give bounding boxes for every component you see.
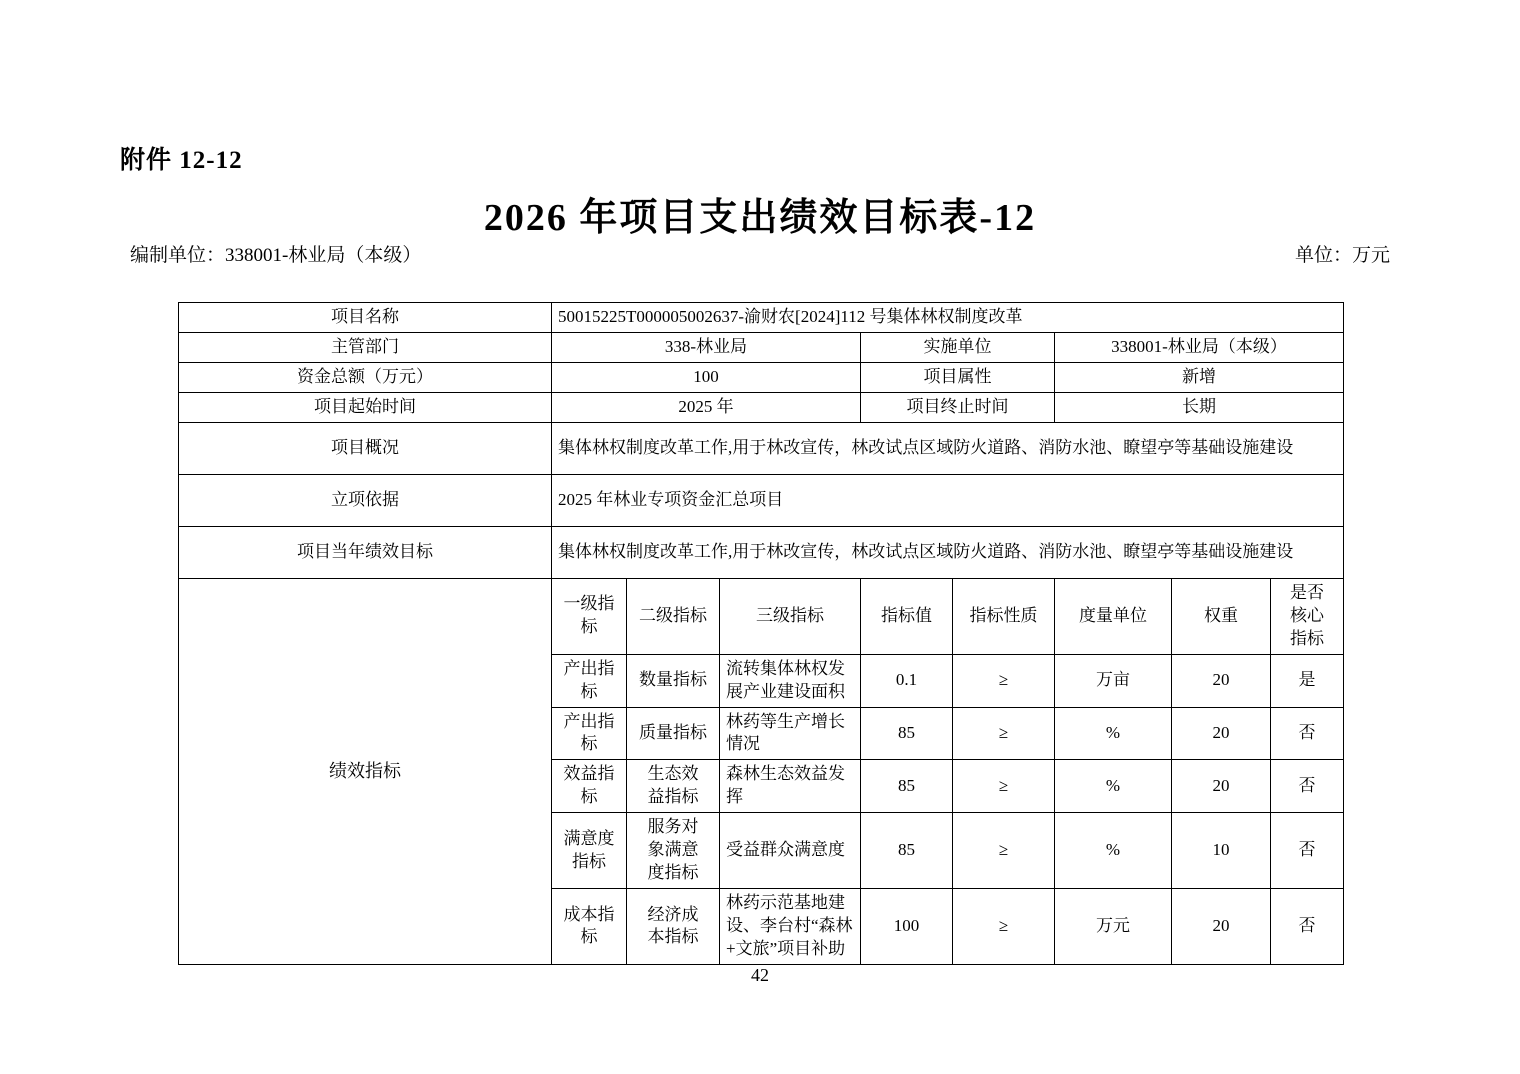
- page-number: 42: [751, 965, 769, 985]
- indicator-weight: 20: [1172, 889, 1271, 965]
- indicator-level2: 生态效益指标: [627, 760, 720, 813]
- unit-note-label: 单位：万元: [1294, 245, 1390, 266]
- indicator-level2: 经济成本指标: [627, 889, 720, 965]
- indicator-unit: %: [1055, 813, 1172, 889]
- label-overview: 项目概况: [179, 422, 552, 474]
- label-implementing-unit: 实施单位: [861, 333, 1055, 363]
- indicator-level3: 林药等生产增长情况: [720, 707, 861, 760]
- indicator-level1: 成本指标: [552, 889, 627, 965]
- indicator-unit: 万元: [1055, 889, 1172, 965]
- indicator-nature: ≥: [953, 707, 1055, 760]
- header-unit: 度量单位: [1055, 578, 1172, 654]
- header-core: 是否核心指标: [1271, 578, 1344, 654]
- indicator-nature: ≥: [953, 654, 1055, 707]
- indicator-core: 否: [1271, 889, 1344, 965]
- indicator-level3: 森林生态效益发挥: [720, 760, 861, 813]
- table-row: [179, 303, 1344, 333]
- indicator-core: 否: [1271, 813, 1344, 889]
- header-nature: 指标性质: [953, 578, 1055, 654]
- header-level2: 二级指标: [627, 578, 720, 654]
- header-level1: 一级指标: [552, 578, 627, 654]
- header-level3: 三级指标: [720, 578, 861, 654]
- indicator-value: 0.1: [861, 654, 953, 707]
- indicator-level1: 满意度指标: [552, 813, 627, 889]
- indicator-level1: 产出指标: [552, 654, 627, 707]
- indicator-level1: 效益指标: [552, 760, 627, 813]
- indicator-level3: 受益群众满意度: [720, 813, 861, 889]
- indicator-unit: %: [1055, 760, 1172, 813]
- label-supervising-dept: 主管部门: [179, 333, 552, 363]
- indicator-weight: 20: [1172, 654, 1271, 707]
- document-meta: [130, 240, 1390, 267]
- label-start-time: 项目起始时间: [179, 392, 552, 422]
- performance-target-table: [178, 302, 1344, 965]
- value-project-attribute: 新增: [1055, 362, 1344, 392]
- indicator-core: 否: [1271, 760, 1344, 813]
- label-total-funds: 资金总额（万元）: [179, 362, 552, 392]
- label-project-name: 项目名称: [179, 303, 552, 333]
- indicator-nature: ≥: [953, 889, 1055, 965]
- indicator-level2: 质量指标: [627, 707, 720, 760]
- value-total-funds: 100: [552, 362, 861, 392]
- indicator-level1: 产出指标: [552, 707, 627, 760]
- label-end-time: 项目终止时间: [861, 392, 1055, 422]
- indicator-unit: 万亩: [1055, 654, 1172, 707]
- header-value: 指标值: [861, 578, 953, 654]
- indicator-weight: 10: [1172, 813, 1271, 889]
- indicator-value: 85: [861, 707, 953, 760]
- indicator-core: 否: [1271, 707, 1344, 760]
- indicator-level3: 流转集体林权发展产业建设面积: [720, 654, 861, 707]
- value-implementing-unit: 338001-林业局（本级）: [1055, 333, 1344, 363]
- value-overview: 集体林权制度改革工作,用于林改宣传，林改试点区域防火道路、消防水池、瞭望亭等基础设施建设: [552, 422, 1344, 474]
- indicator-level2: 服务对象满意度指标: [627, 813, 720, 889]
- value-annual-goal: 集体林权制度改革工作,用于林改宣传，林改试点区域防火道路、消防水池、瞭望亭等基础设施建设: [552, 526, 1344, 578]
- indicator-value: 85: [861, 760, 953, 813]
- page-title: 2026 年项目支出绩效目标表-12: [483, 197, 1037, 239]
- indicator-unit: %: [1055, 707, 1172, 760]
- value-project-name: 50015225T000005002637-渝财农[2024]112 号集体林权制度改革: [552, 303, 1344, 333]
- label-annual-goal: 项目当年绩效目标: [179, 526, 552, 578]
- indicator-nature: ≥: [953, 813, 1055, 889]
- table-row: [179, 362, 1344, 392]
- table-row: [179, 333, 1344, 363]
- indicator-value: 100: [861, 889, 953, 965]
- header-weight: 权重: [1172, 578, 1271, 654]
- value-end-time: 长期: [1055, 392, 1344, 422]
- indicator-level2: 数量指标: [627, 654, 720, 707]
- table-row: [179, 392, 1344, 422]
- value-start-time: 2025 年: [552, 392, 861, 422]
- indicator-nature: ≥: [953, 760, 1055, 813]
- table-row: [179, 526, 1344, 578]
- table-row: [179, 474, 1344, 526]
- table-row: [179, 422, 1344, 474]
- indicator-weight: 20: [1172, 707, 1271, 760]
- value-supervising-dept: 338-林业局: [552, 333, 861, 363]
- indicator-core: 是: [1271, 654, 1344, 707]
- indicator-level3: 林药示范基地建设、李台村“森林+文旅”项目补助: [720, 889, 861, 965]
- prepared-by-label: 编制单位：338001-林业局（本级）: [130, 245, 422, 266]
- indicator-weight: 20: [1172, 760, 1271, 813]
- value-basis: 2025 年林业专项资金汇总项目: [552, 474, 1344, 526]
- label-basis: 立项依据: [179, 474, 552, 526]
- attachment-label: 附件 12-12: [120, 147, 243, 174]
- label-performance-indicators: 绩效指标: [179, 578, 552, 964]
- table-row: [179, 578, 1344, 654]
- label-project-attribute: 项目属性: [861, 362, 1055, 392]
- indicator-value: 85: [861, 813, 953, 889]
